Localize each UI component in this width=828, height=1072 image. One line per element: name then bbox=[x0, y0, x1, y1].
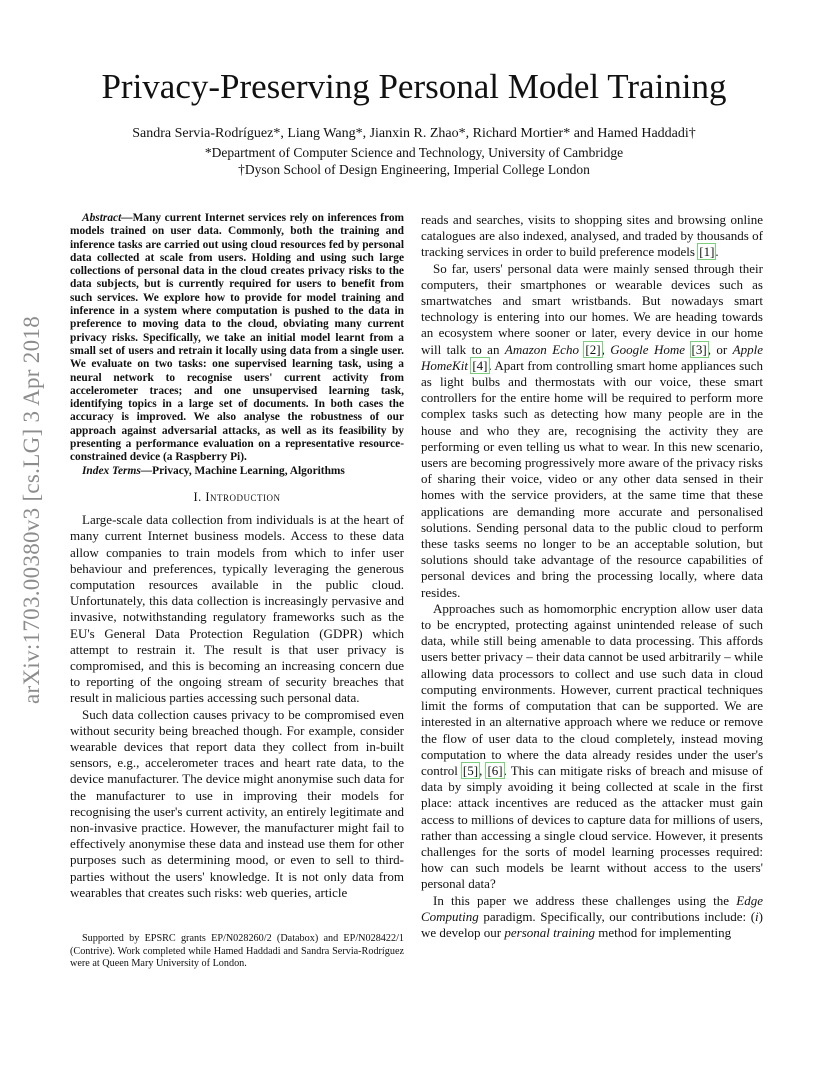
term-edge-computing: Edge Computing bbox=[421, 892, 763, 924]
citation-link-4[interactable]: [4] bbox=[472, 357, 488, 373]
arxiv-identifier-text: arXiv:1703.00380v3 [cs.LG] 3 Apr 2018 bbox=[19, 316, 44, 704]
homomorphic-text-c: . This can mitigate risks of breach and misuse of data by simply avoiding it being collected at scale in the first place: attack incentives are reduced as the attacker must gain access to millions of devices to capture data for millions of users, rather than accessing a single cloud service. However, it presents challenges for the sorts of model learning processes required: how can such models be learnt without access to the users' personal data? bbox=[421, 762, 763, 892]
intro-paragraph-homomorphic bbox=[421, 601, 763, 893]
contrib-text-c: ) we develop our bbox=[421, 908, 763, 940]
smart-home-text-a: So far, users' personal data were mainly sensed through their computers, their smartphones or wearable devices such as smartwatches and smart wristbands. But nowadays smart technology is entering into our homes. We are heading towards an ecosystem where sooner or later, every device in our home will talk to an bbox=[421, 260, 763, 357]
arxiv-identifier-stamp bbox=[2, 275, 62, 745]
index-terms-label: Index Terms— bbox=[82, 464, 153, 477]
list-marker-i: i bbox=[755, 908, 759, 924]
continued-tail: . bbox=[715, 244, 719, 260]
citation-link-6[interactable]: [6] bbox=[487, 762, 503, 778]
continued-text: reads and searches, visits to shopping sites and browsing online catalogues are also indexed, analysed, and traded by thousands of tracking services in order to build preference models bbox=[421, 212, 763, 260]
homomorphic-text-a: Approaches such as homomorphic encryption allow user data to be encrypted, protecting against unintended release of such data, while still being amenable to data processing. This affords users better privacy – their data cannot be used arbitrarily – while allowing data processors to collect and use such data in cloud computing environments. However, current practical techniques limit the forms of computation that can be supported. We are interested in an alternative approach where we reduce or remove the flow of user data to the cloud completely, instead moving computation to where the data already resides under the user's control bbox=[421, 600, 763, 778]
intro-paragraph-contributions bbox=[421, 893, 763, 942]
index-terms-text: Privacy, Machine Learning, Algorithms bbox=[152, 464, 345, 477]
intro-paragraph-2: Such data collection causes privacy to be compromised even without security being breached though. For example, consider wearable devices that report data they collect from in-built sensors, e.g., accelerometer traces and heart rate data, to the device manufacturer. The device might anonymise such data for the manufacturer to use in improving their models for recognising the user's current activity, an entirely legitimate and non-invasive practice. However, the manufacturer might fail to effectively anonymise these data and instead use them for other purposes such as determining mood, or even to sell to third-parties without the users' knowledge. It is not only data from wearables that creates such risks: web queries, article bbox=[70, 706, 404, 900]
intro-paragraph-smart-home bbox=[421, 261, 763, 601]
citation-link-5[interactable]: [5] bbox=[462, 762, 479, 778]
product-google-home: Google Home bbox=[610, 341, 686, 357]
citation-link-2[interactable]: [2] bbox=[585, 341, 601, 357]
intro-paragraph-1: Large-scale data collection from individuals is at the heart of many current Internet business models. Access to these data allow companies to train models from which to infer user behaviour and preferences, typically leveraging the generous computation resources available in the public cloud. Unfortunately, this data collection is increasingly pervasive and invasive, notwithstanding regulatory frameworks such as the EU's General Data Protection Regulation (GDPR) which attempt to restrain it. The result is that user privacy is compromised, and this is becoming an increasing concern due to reporting of the ongoing stream of security breaches that result in malicious parties accessing such personal data. bbox=[70, 512, 404, 706]
citation-link-3[interactable]: [3] bbox=[691, 341, 707, 357]
contrib-text-b: paradigm. Specifically, our contributions include: ( bbox=[478, 908, 756, 924]
section-heading-introduction: I. Introduction bbox=[193, 489, 281, 504]
product-amazon-echo: Amazon Echo bbox=[504, 341, 579, 357]
affiliation-imperial: †Dyson School of Design Engineering, Imperial College London bbox=[238, 162, 590, 177]
contrib-text-a: In this paper we address these challenges using the bbox=[433, 892, 737, 908]
author-list: Sandra Servia-Rodríguez*, Liang Wang*, Jianxin R. Zhao*, Richard Mortier* and Hamed Haddadi† bbox=[132, 126, 696, 141]
intro-paragraph-continued bbox=[421, 212, 763, 261]
paper-title: Privacy-Preserving Personal Model Training bbox=[101, 67, 727, 106]
sep-1: , bbox=[601, 341, 611, 357]
smart-home-text-d: . Apart from controlling smart home appliances such as light bulbs and thermostats with our voice, these smart controllers for the entire home will be required to perform more complex tasks such as detecting how many people are in the house and who they are, recognising the activity they are performing or even telling us what to wear. In this new scenario, users are becoming progressively more aware of the privacy risks of sharing their voice, video or any other data sensed in their homes with the service providers, at the same time that these applications are demanding more accurate and personalised solutions. Sending personal data to the public cloud to perform these tasks seems no longer to be an acceptable solution, but solutions should take advantage of the resource capabilities of personal devices and bring the processing locally, where data resides. bbox=[421, 357, 764, 600]
left-column bbox=[70, 212, 404, 901]
abstract-label: Abstract— bbox=[82, 212, 133, 224]
sep-2: , or bbox=[707, 341, 733, 357]
product-apple-homekit: Apple HomeKit bbox=[421, 341, 763, 373]
term-personal-training: personal training bbox=[504, 924, 596, 940]
right-column bbox=[421, 212, 763, 941]
abstract-text: Many current Internet services rely on inferences from models trained on user data. Commonly, both the training and inference tasks are carried out using cloud resources fed by personal data collected at scale from users. Holding and using such large collections of personal data in the cloud creates privacy risks to the data subjects, but is currently required for users to benefit from such services. We explore how to provide for model training and inference in a system where computation is pushed to the data in preference to moving data to the cloud, obviating many current privacy risks. Specifically, we take an initial model learnt from a small set of users and retrain it locally using data from a single user. We evaluate on two tasks: one supervised learning task, using a neural network to recognise users' current activity from accelerometer traces; and one unsupervised learning task, identifying topics in a large set of documents. In both cases the accuracy is improved. We also analyse the robustness of our approach against adversarial attacks, as well as its feasibility by presenting a performance evaluation on a representative resource-constrained device (a Raspberry Pi). bbox=[70, 212, 404, 464]
contrib-text-d: method for implementing bbox=[595, 924, 732, 940]
citation-link-1[interactable]: [1] bbox=[699, 244, 715, 260]
sep-3: , bbox=[479, 762, 487, 778]
funding-footnote: Supported by EPSRC grants EP/N028260/2 (Databox) and EP/N028422/1 (Contrive). Work completed while Hamed Haddadi and Sandra Servia-Rodríguez were at Queen Mary University of London. bbox=[70, 933, 404, 970]
affiliation-cambridge: *Department of Computer Science and Technology, University of Cambridge bbox=[204, 145, 624, 160]
index-terms bbox=[70, 465, 404, 478]
abstract bbox=[70, 212, 404, 465]
